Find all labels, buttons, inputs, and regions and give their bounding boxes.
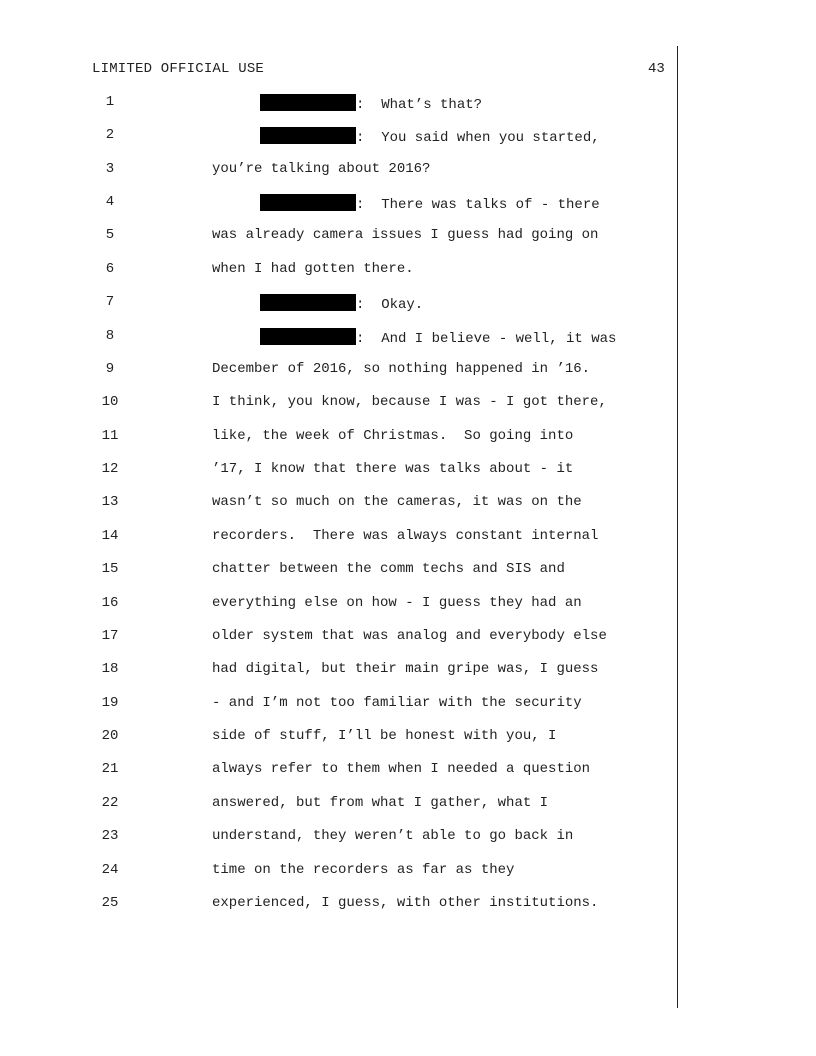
line-text: chatter between the comm techs and SIS and bbox=[212, 561, 565, 578]
line-text: I think, you know, because I was - I got there, bbox=[212, 394, 607, 411]
redaction-box bbox=[260, 127, 356, 144]
line-text bbox=[260, 94, 482, 113]
transcript-line bbox=[0, 94, 816, 114]
line-text: like, the week of Christmas. So going into bbox=[212, 427, 574, 444]
line-number: 19 bbox=[101, 694, 119, 711]
line-text: side of stuff, I’ll be honest with you, I bbox=[212, 728, 557, 745]
line-number: 21 bbox=[101, 761, 119, 778]
transcript-line bbox=[0, 761, 816, 781]
transcript-line bbox=[0, 628, 816, 648]
transcript-line bbox=[0, 595, 816, 615]
line-number: 4 bbox=[105, 194, 115, 211]
line-text: recorders. There was always constant internal bbox=[212, 527, 599, 544]
page-number: 43 bbox=[648, 61, 665, 77]
line-number: 2 bbox=[105, 127, 115, 144]
redaction-box bbox=[260, 328, 356, 345]
line-text: everything else on how - I guess they had an bbox=[212, 594, 582, 611]
line-number: 25 bbox=[101, 894, 119, 911]
line-number: 13 bbox=[101, 494, 119, 511]
transcript-line bbox=[0, 795, 816, 815]
redaction-box bbox=[260, 294, 356, 311]
transcript-line bbox=[0, 127, 816, 147]
line-content: : There was talks of - there bbox=[356, 197, 600, 214]
line-number: 10 bbox=[101, 394, 119, 411]
transcript-line bbox=[0, 461, 816, 481]
line-text: was already camera issues I guess had going on bbox=[212, 227, 599, 244]
line-text bbox=[260, 127, 600, 146]
line-text: older system that was analog and everybody else bbox=[212, 627, 607, 644]
line-number: 18 bbox=[101, 661, 119, 678]
line-number: 15 bbox=[101, 561, 119, 578]
transcript-line bbox=[0, 528, 816, 548]
redaction-box bbox=[260, 94, 356, 111]
redaction-box bbox=[260, 194, 356, 211]
line-number: 9 bbox=[105, 360, 115, 377]
line-number: 14 bbox=[101, 527, 119, 544]
line-number: 7 bbox=[105, 294, 115, 311]
line-text: answered, but from what I gather, what I bbox=[212, 794, 549, 811]
line-text: you’re talking about 2016? bbox=[212, 160, 431, 177]
transcript-line bbox=[0, 728, 816, 748]
line-number: 5 bbox=[105, 227, 115, 244]
transcript-line bbox=[0, 428, 816, 448]
line-number: 3 bbox=[105, 160, 115, 177]
transcript-line bbox=[0, 328, 816, 348]
classification-header: LIMITED OFFICIAL USE bbox=[92, 61, 265, 77]
transcript-line bbox=[0, 561, 816, 581]
line-number: 12 bbox=[101, 461, 119, 478]
line-text: December of 2016, so nothing happened in ’16. bbox=[212, 360, 591, 377]
transcript-line bbox=[0, 661, 816, 681]
line-content: : What’s that? bbox=[356, 97, 483, 113]
line-number: 17 bbox=[101, 627, 119, 644]
line-number: 11 bbox=[101, 427, 119, 444]
line-text: experienced, I guess, with other institutions. bbox=[212, 894, 599, 911]
transcript-line bbox=[0, 494, 816, 514]
transcript-line bbox=[0, 828, 816, 848]
transcript-line bbox=[0, 695, 816, 715]
line-number: 24 bbox=[101, 861, 119, 878]
line-content: : And I believe - well, it was bbox=[356, 330, 617, 347]
transcript-line bbox=[0, 194, 816, 214]
line-number: 8 bbox=[105, 327, 115, 344]
line-number: 6 bbox=[105, 260, 115, 277]
transcript-line bbox=[0, 227, 816, 247]
line-text: when I had gotten there. bbox=[212, 260, 414, 277]
transcript-line bbox=[0, 161, 816, 181]
transcript-line bbox=[0, 261, 816, 281]
line-text: - and I’m not too familiar with the security bbox=[212, 694, 582, 711]
line-number: 22 bbox=[101, 794, 119, 811]
line-text: ’17, I know that there was talks about - it bbox=[212, 461, 574, 478]
transcript-line bbox=[0, 361, 816, 381]
transcript-line bbox=[0, 394, 816, 414]
transcript-line bbox=[0, 895, 816, 915]
line-number: 1 bbox=[105, 94, 115, 110]
line-text: wasn’t so much on the cameras, it was on the bbox=[212, 494, 582, 511]
line-text bbox=[260, 294, 423, 313]
line-text: had digital, but their main gripe was, I guess bbox=[212, 661, 599, 678]
line-text bbox=[260, 328, 616, 347]
line-content: : You said when you started, bbox=[356, 130, 600, 147]
line-text: always refer to them when I needed a question bbox=[212, 761, 591, 778]
line-content: : Okay. bbox=[356, 297, 424, 314]
line-text: understand, they weren’t able to go back in bbox=[212, 828, 574, 845]
transcript-line bbox=[0, 294, 816, 314]
line-number: 16 bbox=[101, 594, 119, 611]
transcript-line bbox=[0, 862, 816, 882]
line-number: 23 bbox=[101, 828, 119, 845]
line-text bbox=[260, 194, 600, 213]
line-number: 20 bbox=[101, 728, 119, 745]
line-text: time on the recorders as far as they bbox=[212, 861, 515, 878]
